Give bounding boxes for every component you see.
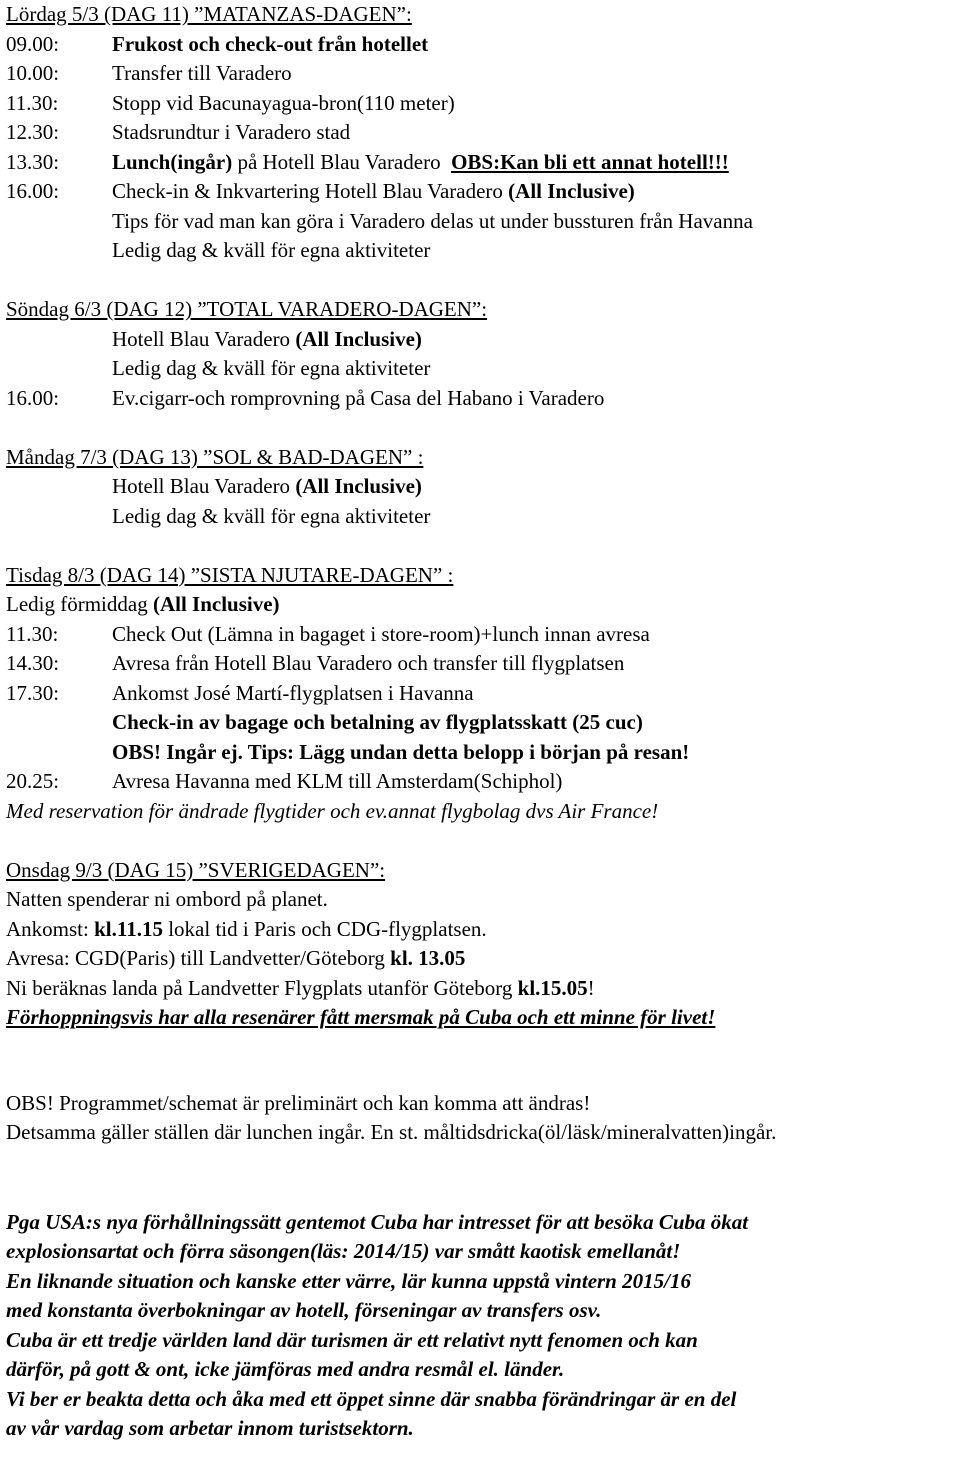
day8-row xyxy=(6,620,956,650)
row-time: 11.30: xyxy=(6,90,59,115)
lunch-hotel: på Hotell Blau Varadero xyxy=(232,149,452,174)
ev-prefix: Ev. xyxy=(112,385,140,410)
day8-reservation-note: Med reservation för ändrade flygtider och ev.annat flygbolag dvs Air France! xyxy=(6,798,659,823)
day5-row xyxy=(6,118,956,148)
lunch-obs-note: OBS:Kan bli ett annat hotell!!! xyxy=(451,149,729,174)
ev-text: cigarr-och romprovning på Casa del Habano i Varadero xyxy=(139,385,605,410)
day5-row xyxy=(6,59,956,89)
day5-heading: Lördag 5/3 (DAG 11) ”MATANZAS-DAGEN”: xyxy=(6,2,412,26)
day9-night: Natten spenderar ni ombord på planet. xyxy=(6,887,328,911)
closing-line: En liknande situation och kanske etter värre, lär kunna uppstå vintern 2015/16 xyxy=(6,1268,691,1293)
day9-heading: Onsdag 9/3 (DAG 15) ”SVERIGEDAGEN”: xyxy=(6,857,386,882)
row-time: 10.00: xyxy=(6,61,60,85)
landing-time: kl.15.05 xyxy=(517,975,588,1000)
row-text: Frukost och check-out från hotellet xyxy=(112,31,429,56)
row-time: 13.30: xyxy=(6,149,60,174)
itinerary-document xyxy=(6,0,956,1444)
hotel-text: Hotell Blau Varadero xyxy=(112,474,296,498)
row-time: 11.30: xyxy=(6,621,59,646)
closing-line: av vår vardag som arbetar innom turistsektorn. xyxy=(6,1416,414,1440)
day8-checkin-tax: Check-in av bagage och betalning av flygplatsskatt (25 cuc) xyxy=(112,710,643,734)
day5-lunch-row xyxy=(6,148,956,178)
row-time: 12.30: xyxy=(6,120,60,144)
row-text: Transfer till Varadero xyxy=(112,61,292,85)
morning-text: Ledig förmiddag xyxy=(6,592,153,616)
closing-line: Cuba är ett tredje världen land där turismen är ett relativt nytt fenomen och kan xyxy=(6,1327,698,1352)
day9-farewell: Förhoppningsvis har alla resenärer fått mersmak på Cuba och ett minne för livet! xyxy=(6,1005,716,1029)
day9-arrival xyxy=(6,915,956,945)
closing-line: Vi ber er beakta detta och åka med ett öppet sinne där snabba förändringar är en del xyxy=(6,1386,737,1411)
row-text: Stadsrundtur i Varadero stad xyxy=(112,120,351,144)
row-time: 20.25: xyxy=(6,769,60,793)
row-text: Avresa Havanna med KLM till Amsterdam(Schiphol) xyxy=(112,769,563,793)
checkin-text: Check-in & Inkvartering Hotell Blau Varadero xyxy=(112,179,509,203)
landing-text: Ni beräknas landa på Landvetter Flygplats utanför Göteborg xyxy=(6,975,518,1000)
day9-departure xyxy=(6,944,956,974)
day6-free: Ledig dag & kväll för egna aktiviteter xyxy=(112,356,431,380)
lunch-included: Lunch(ingår) xyxy=(112,149,233,174)
row-time: 14.30: xyxy=(6,651,60,675)
closing-line: med konstanta överbokningar av hotell, förseningar av transfers osv. xyxy=(6,1298,602,1322)
row-time: 16.00: xyxy=(6,179,60,203)
day8-row xyxy=(6,679,956,709)
row-time: 16.00: xyxy=(6,385,60,410)
closing-line: Pga USA:s nya förhållningssätt gentemot Cuba har intresset för att besöka Cuba ökat xyxy=(6,1209,749,1234)
closing-line: därför, på gott & ont, icke jämföras med andra resmål el. länder. xyxy=(6,1357,565,1381)
hotel-text: Hotell Blau Varadero xyxy=(112,326,296,351)
all-inclusive-label: (All Inclusive) xyxy=(295,474,422,498)
row-text: Avresa från Hotell Blau Varadero och transfer till flygplatsen xyxy=(112,651,625,675)
day8-obs-tips: OBS! Ingår ej. Tips: Lägg undan detta belopp i början på resan! xyxy=(112,739,690,764)
day8-row xyxy=(6,649,956,679)
row-text: Ankomst José Martí-flygplatsen i Havanna xyxy=(112,680,474,705)
row-text: Stopp vid Bacunayagua-bron(110 meter) xyxy=(112,90,455,115)
day8-heading: Tisdag 8/3 (DAG 14) ”SISTA NJUTARE-DAGEN” : xyxy=(6,562,454,587)
row-time: 09.00: xyxy=(6,31,60,56)
day6-ev-row xyxy=(6,384,956,414)
day8-morning xyxy=(6,590,956,620)
day5-free: Ledig dag & kväll för egna aktiviteter xyxy=(112,238,431,262)
departure-time: kl. 13.05 xyxy=(390,946,466,970)
arrival-time: kl.11.15 xyxy=(94,916,163,941)
departure-text: Avresa: CGD(Paris) till Landvetter/Göteborg xyxy=(6,946,391,970)
day5-row xyxy=(6,89,956,119)
row-time: 17.30: xyxy=(6,680,60,705)
day5-tips: Tips för vad man kan göra i Varadero delas ut under bussturen från Havanna xyxy=(112,208,753,233)
note-preliminary: OBS! Programmet/schemat är preliminärt och kan komma att ändras! xyxy=(6,1090,591,1115)
all-inclusive-label: (All Inclusive) xyxy=(152,592,280,616)
day7-heading: Måndag 7/3 (DAG 13) ”SOL & BAD-DAGEN” : xyxy=(6,444,424,469)
note-lunch-drinks: Detsamma gäller ställen där lunchen ingår. En st. måltidsdricka(öl/läsk/mineralvatten)ingår. xyxy=(6,1120,777,1144)
landing-end: ! xyxy=(587,975,595,1000)
day6-hotel xyxy=(6,325,956,355)
day7-hotel xyxy=(6,472,956,502)
day5-row xyxy=(6,30,956,60)
day6-heading: Söndag 6/3 (DAG 12) ”TOTAL VARADERO-DAGEN”: xyxy=(6,297,488,321)
day9-landing xyxy=(6,974,956,1004)
day7-free: Ledig dag & kväll för egna aktiviteter xyxy=(112,503,431,528)
all-inclusive-label: (All Inclusive) xyxy=(508,179,635,203)
day5-checkin-row xyxy=(6,177,956,207)
closing-line: explosionsartat och förra säsongen(läs: 2014/15) var smått kaotisk emellanåt! xyxy=(6,1239,681,1263)
row-text: Check Out (Lämna in bagaget i store-room)+lunch innan avresa xyxy=(112,621,650,646)
all-inclusive-label: (All Inclusive) xyxy=(295,326,422,351)
arrival-text: lokal tid i Paris och CDG-flygplatsen. xyxy=(162,916,487,941)
day8-depart-row xyxy=(6,767,956,797)
arrival-label: Ankomst: xyxy=(6,916,95,941)
